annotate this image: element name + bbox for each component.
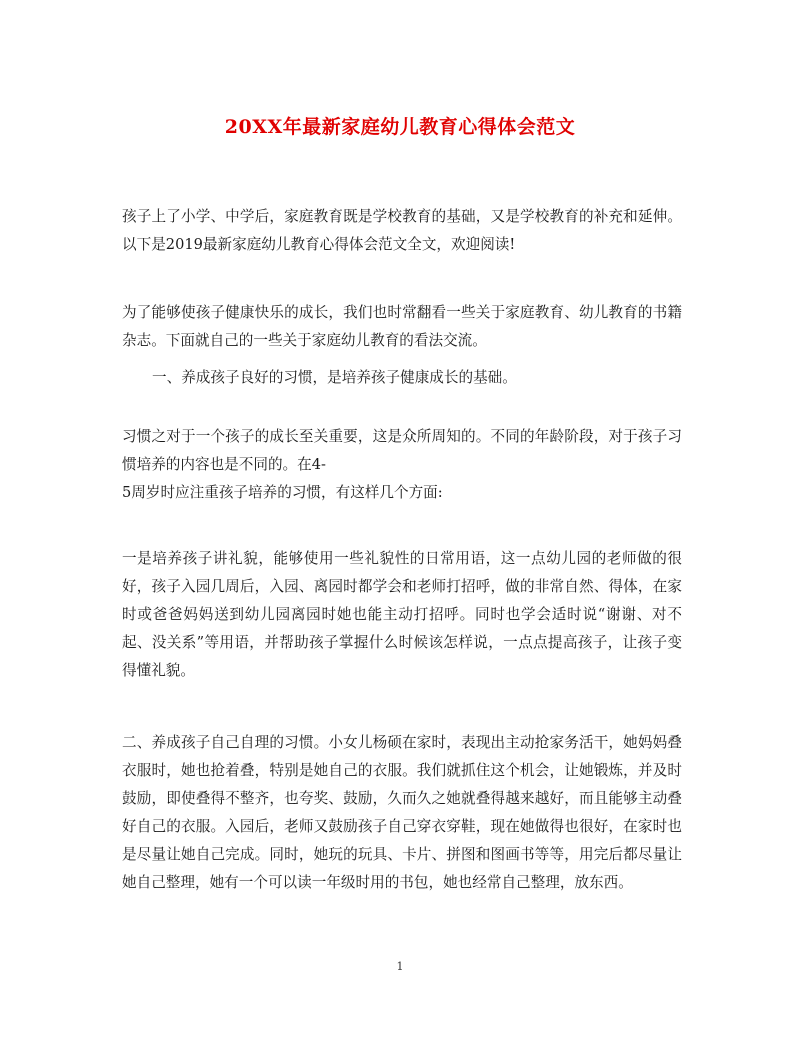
paragraph-text: 孩子上了小学、中学后，家庭教育既是学校教育的基础，又是学校教育的补充和延伸。以下是2019最新家庭幼儿教育心得体会范文全文，欢迎阅读! xyxy=(122,208,682,253)
document-title: 20XX年最新家庭幼儿教育心得体会范文 xyxy=(224,116,576,138)
section-heading-text: 一、养成孩子良好的习惯，是培养孩子健康成长的基础。 xyxy=(152,369,517,386)
paragraph-self-care xyxy=(122,729,682,897)
paragraph-manners xyxy=(122,545,682,685)
paragraph-text: 一是培养孩子讲礼貌，能够使用一些礼貌性的日常用语，这一点幼儿园的老师做的很好，孩子入园几周后，入园、离园时都学会和老师打招呼，做的非常自然、得体，在家时或爸爸妈妈送到幼儿园离园时她也能主动打招呼。同时也学会适时说“谢谢、对不起、没关系”等用语，并帮助孩子掌握什么时候该怎样说，一点点提高孩子，让孩子变得懂礼貌。 xyxy=(122,550,682,679)
section-heading-1 xyxy=(122,364,682,392)
paragraph-text: 习惯之对于一个孩子的成长至关重要，这是众所周知的。不同的年龄阶段，对于孩子习惯培养的内容也是不同的。在4- xyxy=(122,428,682,473)
paragraph-purpose xyxy=(122,299,682,355)
paragraph-intro xyxy=(122,203,682,259)
paragraph-text: 为了能够使孩子健康快乐的成长，我们也时常翻看一些关于家庭教育、幼儿教育的书籍杂志。下面就自己的一些关于家庭幼儿教育的看法交流。 xyxy=(122,304,682,349)
paragraph-text: 二、养成孩子自己自理的习惯。小女儿杨硕在家时，表现出主动抢家务活干，她妈妈叠衣服时，她也抢着叠，特别是她自己的衣服。我们就抓住这个机会，让她锻炼，并及时鼓励，即使叠得不整齐，也夸奖、鼓励，久而久之她就叠得越来越好，而且能够主动叠好自己的衣服。入园后，老师又鼓励孩子自己穿衣穿鞋，现在她做得也很好，在家时也是尽量让她自己完成。同时，她玩的玩具、卡片、拼图和图画书等等，用完后都尽量让她自己整理，她有一个可以读一年级时用的书包，她也经常自己整理，放东西。 xyxy=(122,734,682,891)
page-number: 1 xyxy=(396,960,404,973)
paragraph-habits xyxy=(122,423,682,507)
paragraph-text: 5周岁时应注重孩子培养的习惯，有这样几个方面: xyxy=(122,484,443,501)
